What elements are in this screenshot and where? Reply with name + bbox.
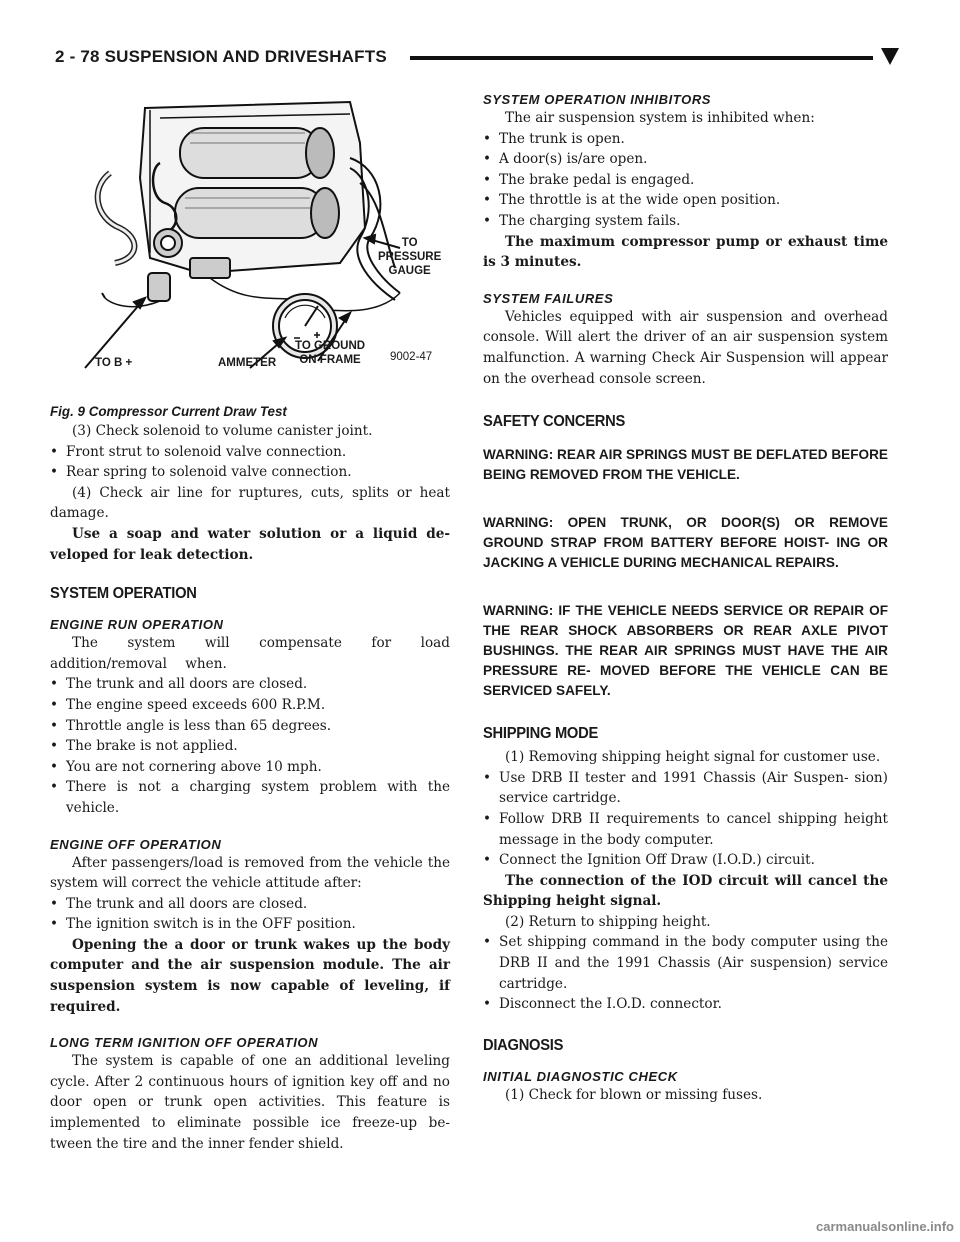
figure-compressor-test [50,88,450,404]
list-item: • The brake pedal is engaged. [483,170,888,191]
page-header-title: 2 - 78 SUSPENSION AND DRIVESHAFTS [55,47,387,66]
list-item: • The trunk and all doors are closed. [50,674,450,695]
list-item: • The throttle is at the wide open position. [483,190,888,211]
list-item: • The charging system fails. [483,211,888,232]
bullet-icon: • [50,676,59,693]
right-column [483,88,888,1105]
watermark: carmanualsonline.info [816,1219,954,1234]
bullet-icon: • [50,758,59,775]
bullet-icon: • [50,738,59,755]
label-to-pressure-gauge: TO PRESSURE GAUGE [378,237,442,277]
label-to-b-plus: TO B + [95,357,133,369]
warning-3: WARNING: IF THE VEHICLE NEEDS SERVICE OR REPAIR OF THE REAR SHOCK ABSORBERS OR REAR AXLE PIVOT BUSHINGS. THE REAR AIR SPRINGS MUST HAVE THE AIR PRESSURE RE- MOVED BEFORE THE VEHICLE CAN BE SERVICED SAFELY. [483,603,888,699]
warning-2: WARNING: OPEN TRUNK, OR DOOR(S) OR REMOVE GROUND STRAP FROM BATTERY BEFORE HOIST- ING OR JACKING A VEHICLE DURING MECHANICAL REPAIRS. [483,515,888,571]
bullet-icon: • [483,171,492,188]
bullet-icon: • [483,769,492,786]
list-item: • Follow DRB II requirements to cancel shipping height message in the body computer. [483,810,888,848]
list-item: • Set shipping command in the body computer using the DRB II and the 1991 Chassis (Air suspension) service cartridge. [483,934,888,992]
bullet-icon: • [50,464,59,481]
list-item: • The trunk is open. [483,129,888,150]
heading-shipping-mode: SHIPPING MODE [483,725,599,743]
engine-run-intro: The system will compensate for load addition/removal when. [50,635,450,672]
heading-system-operation: SYSTEM OPERATION [50,585,197,603]
list-item: • Rear spring to solenoid valve connection. [50,462,450,483]
bullet-icon: • [50,443,59,460]
inhibitors-list [483,129,888,232]
list-item: • The brake is not applied. [50,736,450,757]
list-item: • Disconnect the I.O.D. connector. [483,994,888,1015]
heading-diagnosis: DIAGNOSIS [483,1036,564,1054]
initial-check-step-1: (1) Check for blown or missing fuses. [505,1086,763,1103]
list-item: • Throttle angle is less than 65 degrees. [50,716,450,737]
list-item: • You are not cornering above 10 mph. [50,757,450,778]
bullet-icon: • [50,696,59,713]
iod-note: The connection of the IOD circuit will cancel the Shipping height signal. [483,872,888,910]
bullet-icon: • [483,212,492,229]
heading-initial-check: INITIAL DIAGNOSTIC CHECK [483,1068,678,1084]
list-item: • The ignition switch is in the OFF position. [50,914,450,935]
bullet-icon: • [50,779,59,796]
list-item: • There is not a charging system problem with the vehicle. [50,779,450,816]
list-item: • The trunk and all doors are closed. [50,894,450,915]
list-item: • Front strut to solenoid valve connection. [50,442,450,463]
heading-inhibitors: SYSTEM OPERATION INHIBITORS [483,92,712,107]
figure-caption: Fig. 9 Compressor Current Draw Test [50,404,287,419]
list-item: • A door(s) is/are open. [483,149,888,170]
heading-engine-run: ENGINE RUN OPERATION [50,617,224,633]
step-3: (3) Check solenoid to volume canister joint. [72,423,373,439]
heading-safety-concerns: SAFETY CONCERNS [483,413,625,431]
shipping-step-2: (2) Return to shipping height. [505,913,711,930]
warning-1: WARNING: REAR AIR SPRINGS MUST BE DEFLATED BEFORE BEING REMOVED FROM THE VEHICLE. [483,447,888,483]
label-ammeter: AMMETER [218,357,277,369]
list-item: • Connect the Ignition Off Draw (I.O.D.) circuit. [483,850,888,871]
bullet-icon: • [50,717,59,734]
label-to-ground: TO GROUND ON FRAME [295,340,366,366]
triangle-marker-icon [881,48,899,65]
step-4: (4) Check air line for ruptures, cuts, splits or heat damage. [50,484,450,522]
page-header [55,43,905,71]
left-column [50,88,450,1154]
bullet-icon: • [50,916,59,933]
max-time-note: The maximum compressor pump or exhaust time is 3 minutes. [483,233,888,271]
inhibitors-intro: The air suspension system is inhibited when: [505,110,815,126]
list-item: • Use DRB II tester and 1991 Chassis (Air Suspen- sion) service cartridge. [483,769,888,807]
bullet-icon: • [50,895,59,912]
long-term-text: The system is capable of one an additional leveling cycle. After 2 continuous hours of ignition key off and no door open or trunk open activities. This feature is implemented to eliminate possible ice freeze-up be- tween the tire and the inner fender shield. [50,1053,450,1152]
bullet-icon: • [483,130,492,147]
bullet-icon: • [483,151,492,168]
bullet-icon: • [483,934,492,951]
shipping-step-1: (1) Removing shipping height signal for customer use. [505,749,881,766]
engine-off-intro: After passengers/load is removed from the vehicle the system will correct the vehicle attitude after: [50,854,450,892]
list-item: • The engine speed exceeds 600 R.P.M. [50,695,450,716]
header-rule [410,56,873,60]
figure-id: 9002-47 [390,351,433,363]
heading-system-failures: SYSTEM FAILURES [483,290,614,306]
failures-text: Vehicles equipped with air suspension and overhead console. Will alert the driver of an air suspension system malfunction. A warning Check Air Suspension will appear on the overhead console screen. [483,308,888,387]
leak-note: Use a soap and water solution or a liquid de- veloped for leak detection. [50,525,450,563]
bullet-icon: • [483,996,492,1013]
heading-long-term: LONG TERM IGNITION OFF OPERATION [50,1035,319,1051]
bullet-icon: • [483,852,492,869]
wake-note: Opening the a door or trunk wakes up the body computer and the air suspension module. The air suspension system is now capable of leveling, if required. [50,936,450,1015]
heading-engine-off: ENGINE OFF OPERATION [50,836,222,852]
bullet-icon: • [483,810,492,827]
engine-run-list [50,674,450,818]
bullet-icon: • [483,192,492,209]
